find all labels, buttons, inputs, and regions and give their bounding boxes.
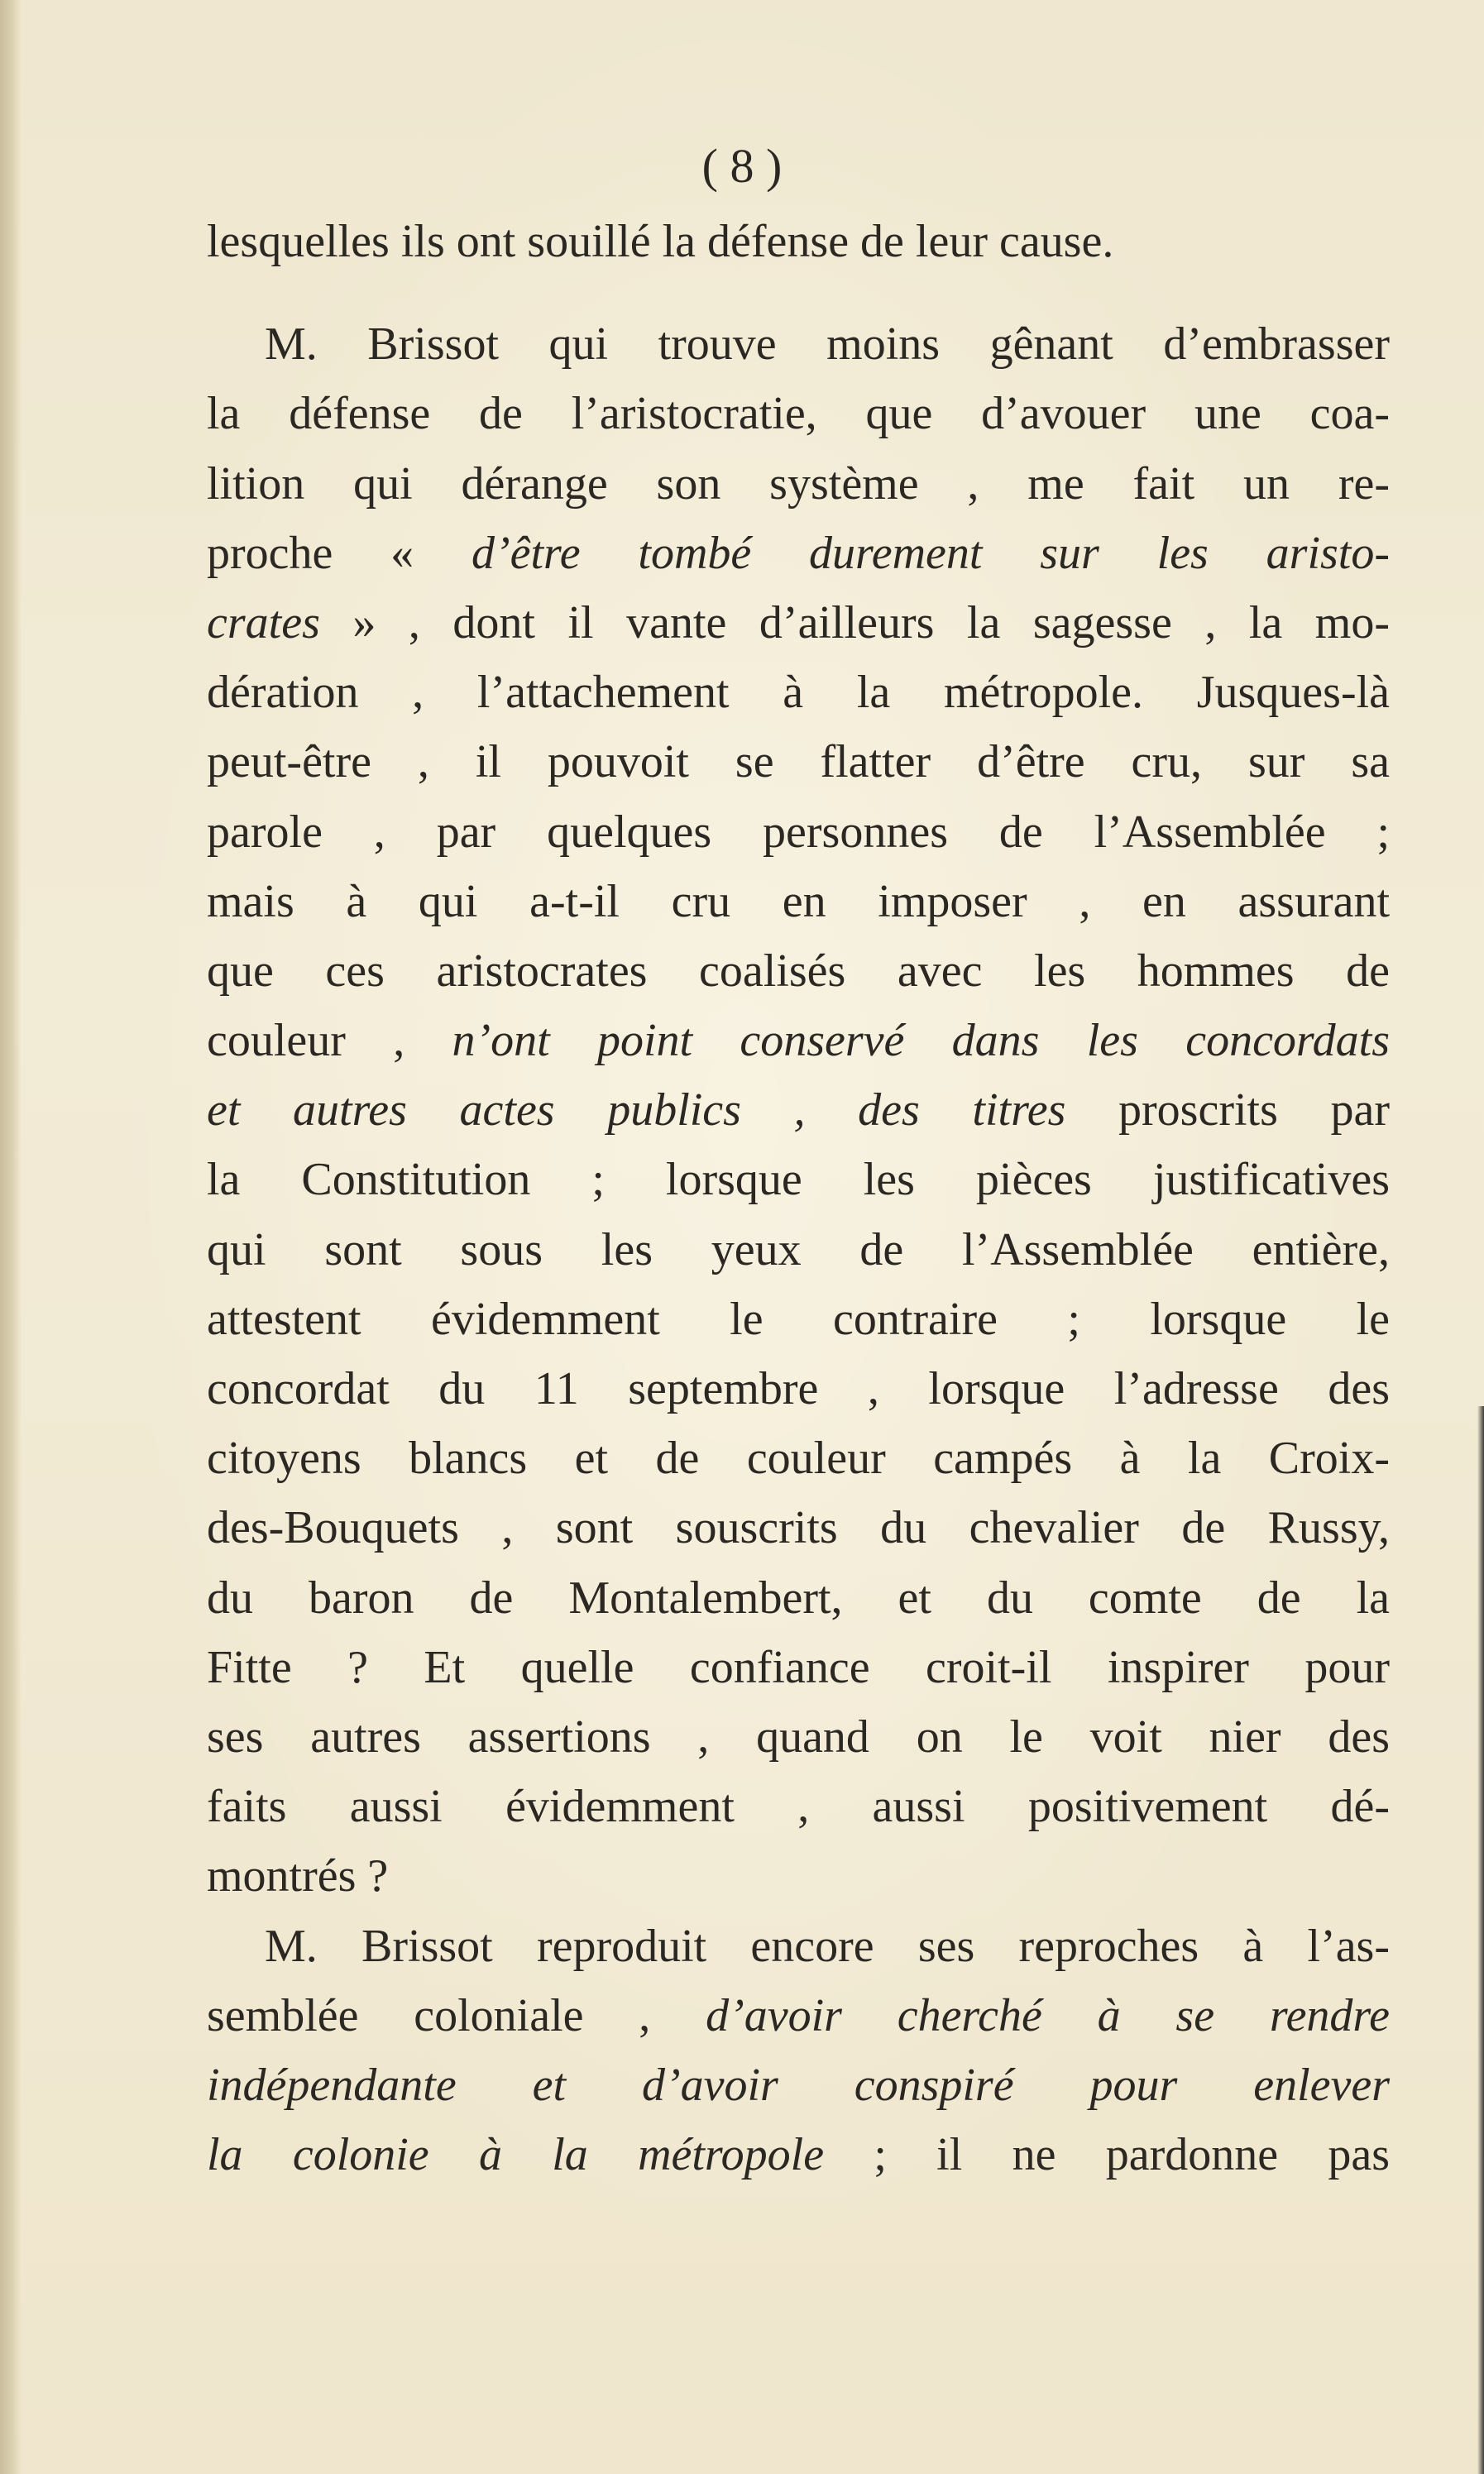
italic-text: la colonie à la métropole [207, 2129, 825, 2181]
text-line: la Constitution ; lorsque les pièces justificatives [207, 1154, 1390, 1206]
italic-text: n’ont point conservé dans les concordats [452, 1015, 1390, 1067]
text-line: qui sont sous les yeux de l’Assemblée entière, [207, 1223, 1390, 1275]
text-line: mais à qui a-t-il cru en imposer , en assurant [207, 875, 1390, 927]
text-line: M. Brissot reproduit encore ses reproches à l’as- [265, 1920, 1390, 1972]
text-line [207, 2051, 1390, 2120]
page-right-edge [1477, 1406, 1484, 2474]
paragraph-gap [207, 276, 1390, 309]
text-line: attestent évidemment le contraire ; lorsque le [207, 1293, 1390, 1345]
text-line: montrés ? [207, 1850, 389, 1902]
italic-text: d’être tombé durement sur les aristo- [471, 527, 1390, 579]
text-line: Fitte ? Et quelle confiance croit-il inspirer pour [207, 1641, 1390, 1693]
text-line: des-Bouquets , sont souscrits du chevalier de Russy, [207, 1502, 1390, 1554]
text-line [207, 588, 1390, 658]
text-span: couleur , [207, 1015, 452, 1067]
text-line: faits aussi évidemment , aussi positivement dé- [207, 1781, 1390, 1833]
text-line [207, 1006, 1390, 1075]
text-line [207, 2120, 1390, 2189]
text-line: du baron de Montalembert, et du comte de la [207, 1572, 1390, 1624]
text-line: peut-être , il pouvoit se flatter d’être cru, sur sa [207, 736, 1390, 788]
text-span: proche « [207, 527, 472, 579]
page-number: ( 8 ) [701, 139, 783, 193]
body-text [207, 207, 1390, 2189]
text-line: lesquelles ils ont souillé la défense de leur cause. [207, 216, 1114, 267]
text-line: concordat du 11 septembre , lorsque l’adresse des [207, 1363, 1390, 1414]
text-line: que ces aristocrates coalisés avec les hommes de [207, 945, 1390, 997]
italic-text: et autres actes publics , des titres [207, 1084, 1066, 1137]
italic-text: d’avoir cherché à se rendre [706, 1989, 1391, 2041]
text-line: la défense de l’aristocratie, que d’avouer une coa- [207, 388, 1390, 440]
text-line [207, 519, 1390, 588]
text-span: ; il ne pardonne pas [824, 2129, 1390, 2181]
text-line: citoyens blancs et de couleur campés à la Croix- [207, 1433, 1390, 1485]
text-line: parole , par quelques personnes de l’Assemblée ; [207, 806, 1390, 858]
text-span: semblée coloniale , [207, 1989, 706, 2041]
text-line: M. Brissot qui trouve moins gênant d’embrasser [265, 318, 1390, 371]
page-left-edge [0, 0, 22, 2474]
text-line: ses autres assertions , quand on le voit nier des [207, 1711, 1390, 1763]
text-line: dération , l’attachement à la métropole. Jusques-là [207, 667, 1390, 719]
text-span: » , dont il vante d’ailleurs la sagesse , la mo- [319, 596, 1390, 648]
italic-text: crates [207, 596, 320, 648]
text-line: lition qui dérange son système , me fait un re- [207, 457, 1390, 510]
text-line [207, 1075, 1390, 1145]
italic-text: indépendante et d’avoir conspiré pour enlever [207, 2059, 1390, 2111]
text-span: proscrits par [1065, 1084, 1390, 1137]
text-line [207, 1981, 1390, 2051]
